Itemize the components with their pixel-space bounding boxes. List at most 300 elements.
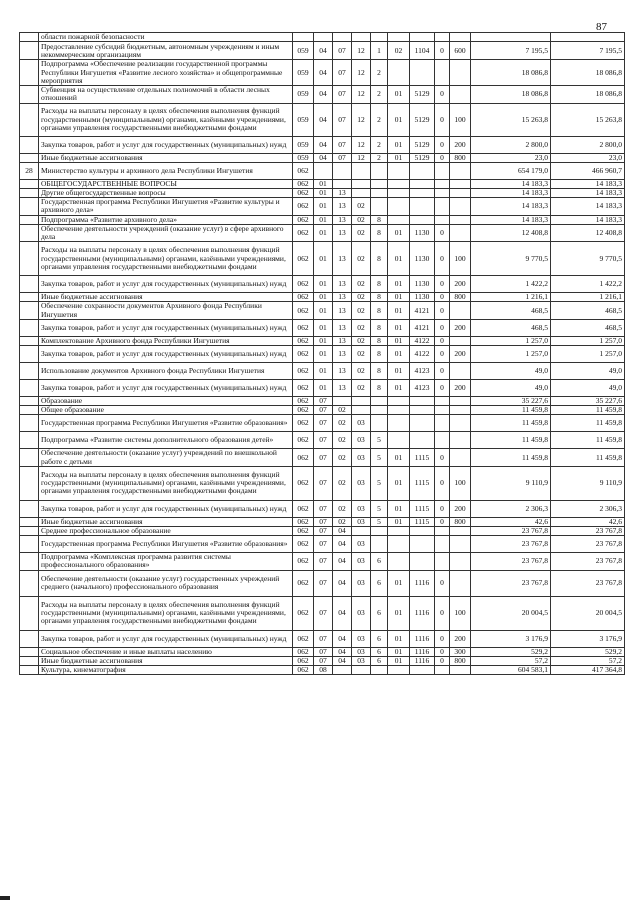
direction-suffix: 0 [435,336,450,345]
program-code: 12 [352,103,371,136]
direction-suffix: 0 [435,596,450,630]
section-code: 07 [314,466,333,500]
direction-code [410,432,435,449]
row-index [20,276,39,293]
expense-name: Подпрограмма «Развитие системы дополнительного образования детей» [39,432,293,449]
table-row [20,276,625,293]
ministry-code: 062 [293,630,314,647]
direction-suffix: 0 [435,136,450,153]
subsection-code: 07 [333,60,352,86]
table-row [20,656,625,665]
subprogram-code [371,536,388,553]
section-code: 08 [314,666,333,675]
amount-year-1: 14 183,3 [471,189,551,198]
table-row [20,153,625,162]
section-code: 07 [314,432,333,449]
subprogram-code: 2 [371,86,388,103]
direction-code [410,415,435,432]
amount-year-2 [551,33,625,42]
amount-year-1: 1 216,1 [471,293,551,302]
ministry-code: 059 [293,136,314,153]
amount-year-2: 11 459,8 [551,432,625,449]
amount-year-2: 9 110,9 [551,466,625,500]
expense-name: Расходы на выплаты персоналу в целях обеспечения выполнения функций государственными (муниципальными) органами, казёнными учреждениями, органами управления государственными внебюджетными фондами [39,466,293,500]
subsection-code: 04 [333,630,352,647]
event-code: 01 [388,656,410,665]
subsection-code: 07 [333,42,352,60]
direction-suffix: 0 [435,153,450,162]
section-code: 01 [314,380,333,397]
event-code [388,179,410,188]
table-row [20,215,625,224]
ministry-code: 062 [293,570,314,596]
table-row [20,103,625,136]
program-code: 02 [352,276,371,293]
subsection-code: 02 [333,449,352,466]
direction-suffix: 0 [435,302,450,319]
subsection-code: 02 [333,466,352,500]
expense-type-code: 200 [450,319,471,336]
program-code [352,179,371,188]
subprogram-code: 8 [371,319,388,336]
subprogram-code: 5 [371,466,388,500]
ministry-code: 062 [293,656,314,665]
amount-year-1: 15 263,8 [471,103,551,136]
program-code: 02 [352,293,371,302]
expense-type-code: 200 [450,276,471,293]
amount-year-1: 14 183,3 [471,198,551,215]
subprogram-code: 5 [371,432,388,449]
expense-type-code: 100 [450,103,471,136]
ministry-code: 062 [293,336,314,345]
subprogram-code: 2 [371,60,388,86]
section-code: 04 [314,136,333,153]
subprogram-code: 6 [371,647,388,656]
direction-code: 4122 [410,346,435,363]
expense-type-code: 200 [450,500,471,517]
amount-year-2: 20 004,5 [551,596,625,630]
row-index [20,517,39,526]
row-index [20,415,39,432]
section-code: 07 [314,415,333,432]
expense-type-code: 200 [450,630,471,647]
table-row [20,293,625,302]
expense-name: Культура, кинематография [39,666,293,675]
direction-suffix: 0 [435,319,450,336]
amount-year-2: 529,2 [551,647,625,656]
subprogram-code [371,162,388,179]
direction-suffix [435,415,450,432]
subsection-code: 04 [333,527,352,536]
ministry-code: 062 [293,500,314,517]
subsection-code [333,397,352,406]
section-code: 07 [314,500,333,517]
direction-code [410,666,435,675]
amount-year-2: 42,6 [551,517,625,526]
subprogram-code: 6 [371,630,388,647]
amount-year-1: 1 422,2 [471,276,551,293]
direction-suffix [435,406,450,415]
expense-name: Другие общегосударственные вопросы [39,189,293,198]
direction-code: 5129 [410,103,435,136]
subsection-code: 04 [333,553,352,570]
subsection-code [333,33,352,42]
row-index [20,198,39,215]
section-code: 04 [314,86,333,103]
program-code: 02 [352,319,371,336]
event-code: 01 [388,136,410,153]
section-code: 07 [314,397,333,406]
subsection-code [333,179,352,188]
direction-code: 1116 [410,596,435,630]
row-index [20,553,39,570]
ministry-code: 062 [293,242,314,276]
ministry-code: 059 [293,153,314,162]
subsection-code: 13 [333,336,352,345]
ministry-code: 062 [293,215,314,224]
row-index [20,293,39,302]
subsection-code [333,666,352,675]
section-code: 04 [314,60,333,86]
section-code: 04 [314,42,333,60]
direction-suffix [435,527,450,536]
event-code: 01 [388,647,410,656]
subprogram-code: 8 [371,293,388,302]
direction-code [410,215,435,224]
row-index [20,432,39,449]
direction-code: 5129 [410,86,435,103]
direction-suffix [435,553,450,570]
program-code: 12 [352,42,371,60]
table-row [20,466,625,500]
amount-year-1: 35 227,6 [471,397,551,406]
direction-code: 4123 [410,363,435,380]
table-row [20,432,625,449]
subsection-code: 13 [333,189,352,198]
amount-year-2: 23 767,8 [551,536,625,553]
direction-code: 5129 [410,136,435,153]
expense-name: Общее образование [39,406,293,415]
subprogram-code [371,33,388,42]
section-code: 01 [314,319,333,336]
ministry-code: 062 [293,179,314,188]
direction-code: 1116 [410,656,435,665]
direction-suffix [435,179,450,188]
expense-name: Закупка товаров, работ и услуг для государственных (муниципальных) нужд [39,500,293,517]
section-code: 07 [314,449,333,466]
expense-name: ОБЩЕГОСУДАРСТВЕННЫЕ ВОПРОСЫ [39,179,293,188]
direction-code: 1116 [410,630,435,647]
event-code: 01 [388,224,410,241]
event-code: 01 [388,346,410,363]
subprogram-code [371,189,388,198]
amount-year-2: 15 263,8 [551,103,625,136]
direction-suffix: 0 [435,380,450,397]
expense-name: Комплектование Архивного фонда Республики Ингушетия [39,336,293,345]
amount-year-1: 57,2 [471,656,551,665]
section-code: 07 [314,536,333,553]
section-code: 07 [314,630,333,647]
subsection-code: 02 [333,517,352,526]
amount-year-1: 23 767,8 [471,527,551,536]
expense-name: Предоставление субсидий бюджетным, автономным учреждениям и иным некоммерческим организациям [39,42,293,60]
amount-year-2: 468,5 [551,319,625,336]
expense-type-code: 800 [450,517,471,526]
row-index [20,527,39,536]
event-code: 01 [388,302,410,319]
event-code: 01 [388,103,410,136]
expense-name: Подпрограмма «Обеспечение реализации государственной программы Республики Ингушетия «Развитие лесного хозяйства» и общепрограммные мероприятия [39,60,293,86]
direction-code: 4121 [410,319,435,336]
section-code: 01 [314,293,333,302]
table-row [20,198,625,215]
row-index [20,406,39,415]
table-row [20,380,625,397]
expense-type-code [450,189,471,198]
table-row [20,302,625,319]
table-row [20,536,625,553]
table-row [20,136,625,153]
subsection-code: 04 [333,596,352,630]
amount-year-2: 49,0 [551,363,625,380]
event-code [388,432,410,449]
subsection-code: 07 [333,86,352,103]
row-index [20,179,39,188]
section-code: 07 [314,517,333,526]
expense-type-code: 800 [450,656,471,665]
expense-type-code: 300 [450,647,471,656]
table-row [20,553,625,570]
direction-suffix: 0 [435,449,450,466]
amount-year-1: 2 800,0 [471,136,551,153]
table-row [20,189,625,198]
subprogram-code [371,527,388,536]
subsection-code: 13 [333,302,352,319]
expense-type-code: 800 [450,293,471,302]
expense-name: Министерство культуры и архивного дела Республики Ингушетия [39,162,293,179]
subprogram-code: 8 [371,346,388,363]
expense-name: Обеспечение деятельности (оказание услуг) государственных учреждений среднего (начального) профессионального образования [39,570,293,596]
subprogram-code: 8 [371,276,388,293]
event-code [388,33,410,42]
scan-edge-mark [0,896,10,900]
expense-name: Закупка товаров, работ и услуг для государственных (муниципальных) нужд [39,380,293,397]
amount-year-1: 20 004,5 [471,596,551,630]
amount-year-2: 35 227,6 [551,397,625,406]
event-code: 01 [388,596,410,630]
event-code: 01 [388,570,410,596]
expense-type-code [450,198,471,215]
amount-year-2: 2 306,3 [551,500,625,517]
subprogram-code: 2 [371,103,388,136]
program-code: 12 [352,136,371,153]
direction-code [410,553,435,570]
amount-year-1: 14 183,3 [471,179,551,188]
section-code: 01 [314,276,333,293]
ministry-code: 062 [293,596,314,630]
amount-year-1: 468,5 [471,302,551,319]
amount-year-1: 3 176,9 [471,630,551,647]
program-code: 03 [352,553,371,570]
event-code [388,536,410,553]
direction-code [410,189,435,198]
ministry-code: 062 [293,415,314,432]
subprogram-code: 6 [371,570,388,596]
expense-type-code [450,406,471,415]
row-index [20,215,39,224]
amount-year-1: 1 257,0 [471,336,551,345]
amount-year-2: 417 364,8 [551,666,625,675]
section-code [314,162,333,179]
amount-year-2: 1 257,0 [551,336,625,345]
expense-name: Иные бюджетные ассигнования [39,153,293,162]
direction-suffix: 0 [435,242,450,276]
program-code: 12 [352,153,371,162]
budget-table [19,32,625,675]
direction-suffix: 0 [435,466,450,500]
table-row [20,224,625,241]
expense-type-code [450,415,471,432]
program-code: 02 [352,215,371,224]
row-index [20,42,39,60]
program-code [352,162,371,179]
program-code [352,406,371,415]
section-code: 01 [314,224,333,241]
table-row [20,363,625,380]
subsection-code: 04 [333,656,352,665]
expense-name: Закупка товаров, работ и услуг для государственных (муниципальных) нужд [39,276,293,293]
row-index: 28 [20,162,39,179]
direction-code: 1115 [410,517,435,526]
ministry-code: 059 [293,86,314,103]
amount-year-2: 11 459,8 [551,406,625,415]
expense-name: Подпрограмма «Развитие архивного дела» [39,215,293,224]
amount-year-2: 14 183,3 [551,179,625,188]
direction-suffix [435,189,450,198]
subprogram-code: 8 [371,336,388,345]
amount-year-2: 23 767,8 [551,527,625,536]
expense-type-code [450,449,471,466]
subprogram-code: 5 [371,449,388,466]
event-code: 01 [388,466,410,500]
subsection-code: 13 [333,346,352,363]
event-code [388,198,410,215]
table-row [20,86,625,103]
table-row [20,500,625,517]
direction-code: 1116 [410,647,435,656]
program-code: 03 [352,517,371,526]
event-code [388,215,410,224]
amount-year-2: 3 176,9 [551,630,625,647]
amount-year-2: 18 086,8 [551,86,625,103]
program-code: 03 [352,596,371,630]
event-code [388,553,410,570]
subprogram-code [371,666,388,675]
amount-year-2: 9 770,5 [551,242,625,276]
expense-type-code: 100 [450,596,471,630]
amount-year-1: 23 767,8 [471,536,551,553]
amount-year-1: 604 583,1 [471,666,551,675]
table-row [20,647,625,656]
row-index [20,302,39,319]
event-code: 01 [388,242,410,276]
row-index [20,570,39,596]
amount-year-1: 18 086,8 [471,86,551,103]
program-code: 03 [352,466,371,500]
direction-suffix: 0 [435,42,450,60]
section-code [314,33,333,42]
event-code [388,60,410,86]
expense-name: Закупка товаров, работ и услуг для государственных (муниципальных) нужд [39,319,293,336]
table-row [20,319,625,336]
expense-name: Расходы на выплаты персоналу в целях обеспечения выполнения функций государственными (муниципальными) органами, казёнными учреждениями, органами управления государственными внебюджетными фондами [39,596,293,630]
subsection-code: 04 [333,647,352,656]
amount-year-1: 23 767,8 [471,553,551,570]
expense-type-code [450,570,471,596]
row-index [20,136,39,153]
direction-suffix [435,536,450,553]
event-code: 01 [388,630,410,647]
event-code: 02 [388,42,410,60]
direction-suffix [435,432,450,449]
direction-suffix: 0 [435,570,450,596]
row-index [20,33,39,42]
expense-name: Расходы на выплаты персоналу в целях обеспечения выполнения функций государственными (муниципальными) органами, казёнными учреждениями, органами управления государственными внебюджетными фондами [39,242,293,276]
expense-name: Расходы на выплаты персоналу в целях обеспечения выполнения функций государственными (муниципальными) органами, казёнными учреждениями, органами управления государственными внебюджетными фондами [39,103,293,136]
subprogram-code [371,406,388,415]
ministry-code: 062 [293,536,314,553]
table-row [20,397,625,406]
amount-year-2: 2 800,0 [551,136,625,153]
ministry-code: 062 [293,302,314,319]
expense-name: Образование [39,397,293,406]
row-index [20,596,39,630]
direction-suffix: 0 [435,647,450,656]
subprogram-code: 6 [371,656,388,665]
row-index [20,86,39,103]
program-code: 03 [352,647,371,656]
section-code: 07 [314,656,333,665]
amount-year-2: 23 767,8 [551,570,625,596]
expense-name: области пожарной безопасности [39,33,293,42]
event-code: 01 [388,276,410,293]
table-row [20,346,625,363]
expense-name: Использование документов Архивного фонда Республики Ингушетия [39,363,293,380]
row-index [20,103,39,136]
ministry-code: 062 [293,198,314,215]
row-index [20,153,39,162]
direction-code [410,60,435,86]
section-code: 01 [314,363,333,380]
expense-type-code [450,336,471,345]
direction-suffix: 0 [435,224,450,241]
table-row [20,406,625,415]
subprogram-code: 6 [371,596,388,630]
amount-year-2: 7 195,5 [551,42,625,60]
table-row [20,517,625,526]
amount-year-2: 23 767,8 [551,553,625,570]
ministry-code: 062 [293,189,314,198]
direction-suffix [435,60,450,86]
direction-code [410,179,435,188]
program-code: 02 [352,198,371,215]
ministry-code: 059 [293,103,314,136]
subprogram-code: 8 [371,215,388,224]
program-code: 02 [352,302,371,319]
direction-code: 1130 [410,276,435,293]
direction-suffix: 0 [435,630,450,647]
table-row [20,570,625,596]
